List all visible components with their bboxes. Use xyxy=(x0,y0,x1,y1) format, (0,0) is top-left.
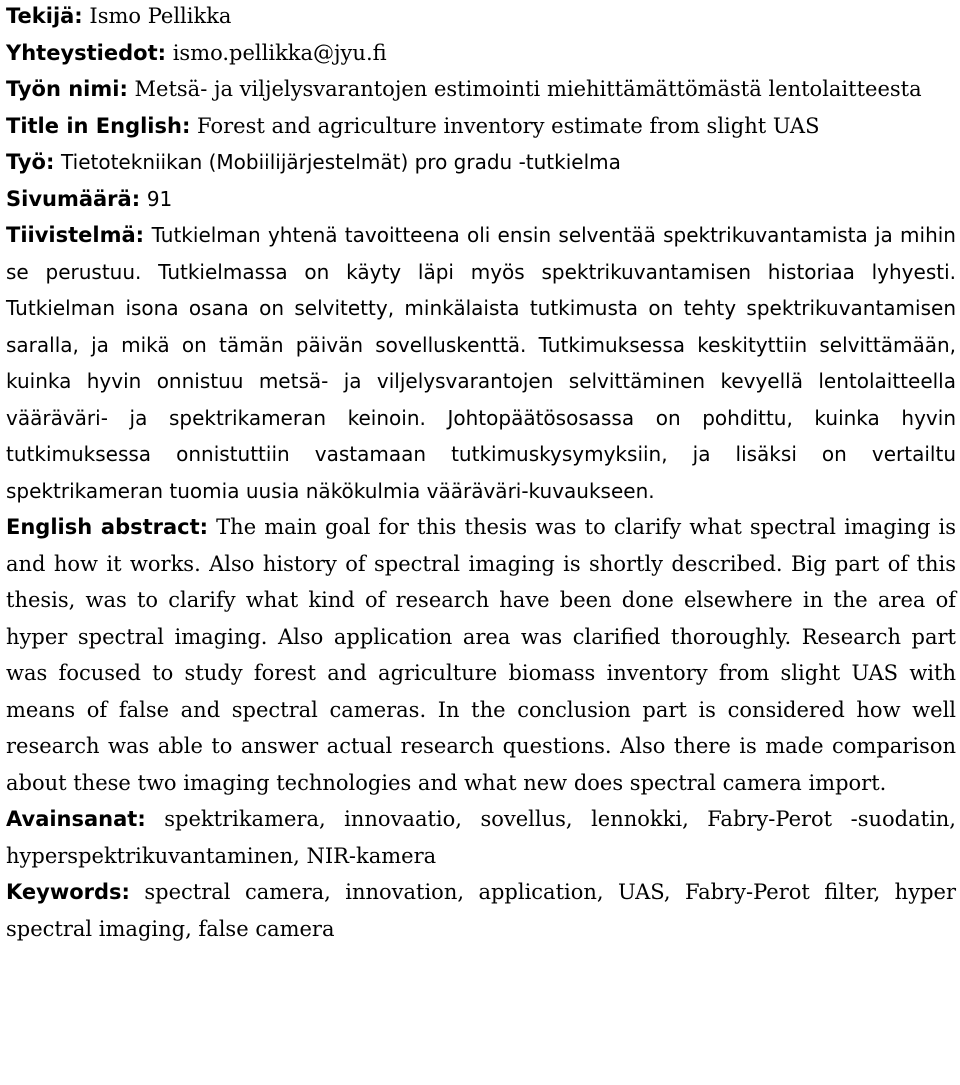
abstract-fi-paragraph xyxy=(6,217,956,509)
pages-value: 91 xyxy=(146,186,173,211)
keywords-fi-value: spektrikamera, innovaatio, sovellus, lennokki, Fabry-Perot -suodatin, hyperspektrikuvantaminen, NIR-kamera xyxy=(6,807,956,868)
title-fi-value: Metsä- ja viljelysvarantojen estimointi miehittämättömästä lentolaitteesta xyxy=(134,77,922,101)
contact-row xyxy=(6,35,960,72)
title-en-label: Title in English: xyxy=(6,113,191,138)
pages-row xyxy=(6,181,960,218)
contact-value: ismo.pellikka@jyu.fi xyxy=(172,40,387,65)
contact-label: Yhteystiedot: xyxy=(6,40,167,65)
author-row xyxy=(6,0,960,35)
title-fi-row xyxy=(6,71,956,108)
abstract-en-label: English abstract: xyxy=(6,515,209,539)
abstract-en-text: The main goal for this thesis was to clarify what spectral imaging is and how it works. Also history of spectral imaging is shortly described. Big part of this thesis, was to clarify what kind of research have been done elsewhere in the area of hyper spectral imaging. Also application area was clarified thoroughly. Research part was focused to study forest and agriculture biomass inventory from slight UAS with means of false and spectral cameras. In the conclusion part is considered how well research was able to answer actual research questions. Also there is made comparison about these two imaging technologies and what new does spectral camera import. xyxy=(6,515,956,795)
author-label: Tekijä: xyxy=(6,4,83,28)
abstract-fi-text: Tutkielman yhtenä tavoitteena oli ensin selventää spektrikuvantamista ja mihin se perustuu. Tutkielmassa on käyty läpi myös spektrikuvantamisen historiaa lyhyesti. Tutkielman isona osana on selvitetty, minkälaista tutkimusta on tehty spektrikuvantamisen saralla, ja mikä on tämän päivän sovelluskenttä. Tutkimuksessa keskityttiin selvittämään, kuinka hyvin onnistuu metsä- ja viljelysvarantojen selvittäminen kevyellä lentolaitteella vääräväri- ja spektrikameran keinoin. Johtopäätösosassa on pohdittu, kuinka hyvin tutkimuksessa onnistuttiin vastamaan tutkimuskysymyksiin, ja lisäksi on vertailtu spektrikameran tuomia uusia näkökulmia vääräväri-kuvaukseen. xyxy=(6,223,956,503)
title-en-value: Forest and agriculture inventory estimate from slight UAS xyxy=(197,113,820,138)
keywords-fi-label: Avainsanat: xyxy=(6,807,146,831)
work-value: Tietotekniikan (Mobiilijärjestelmät) pro gradu -tutkielma xyxy=(61,150,621,174)
keywords-fi-row xyxy=(6,801,956,874)
pages-label: Sivumäärä: xyxy=(6,186,141,211)
keywords-en-label: Keywords: xyxy=(6,880,130,904)
abstract-en-paragraph xyxy=(6,509,956,801)
author-value: Ismo Pellikka xyxy=(89,4,232,28)
abstract-fi-label: Tiivistelmä: xyxy=(6,223,145,247)
title-en-row xyxy=(6,108,960,145)
keywords-en-row xyxy=(6,874,956,947)
work-row xyxy=(6,144,960,181)
keywords-en-value: spectral camera, innovation, application, UAS, Fabry-Perot filter, hyper spectral imaging, false camera xyxy=(6,880,956,941)
title-fi-label: Työn nimi: xyxy=(6,77,128,101)
work-label: Työ: xyxy=(6,150,55,174)
